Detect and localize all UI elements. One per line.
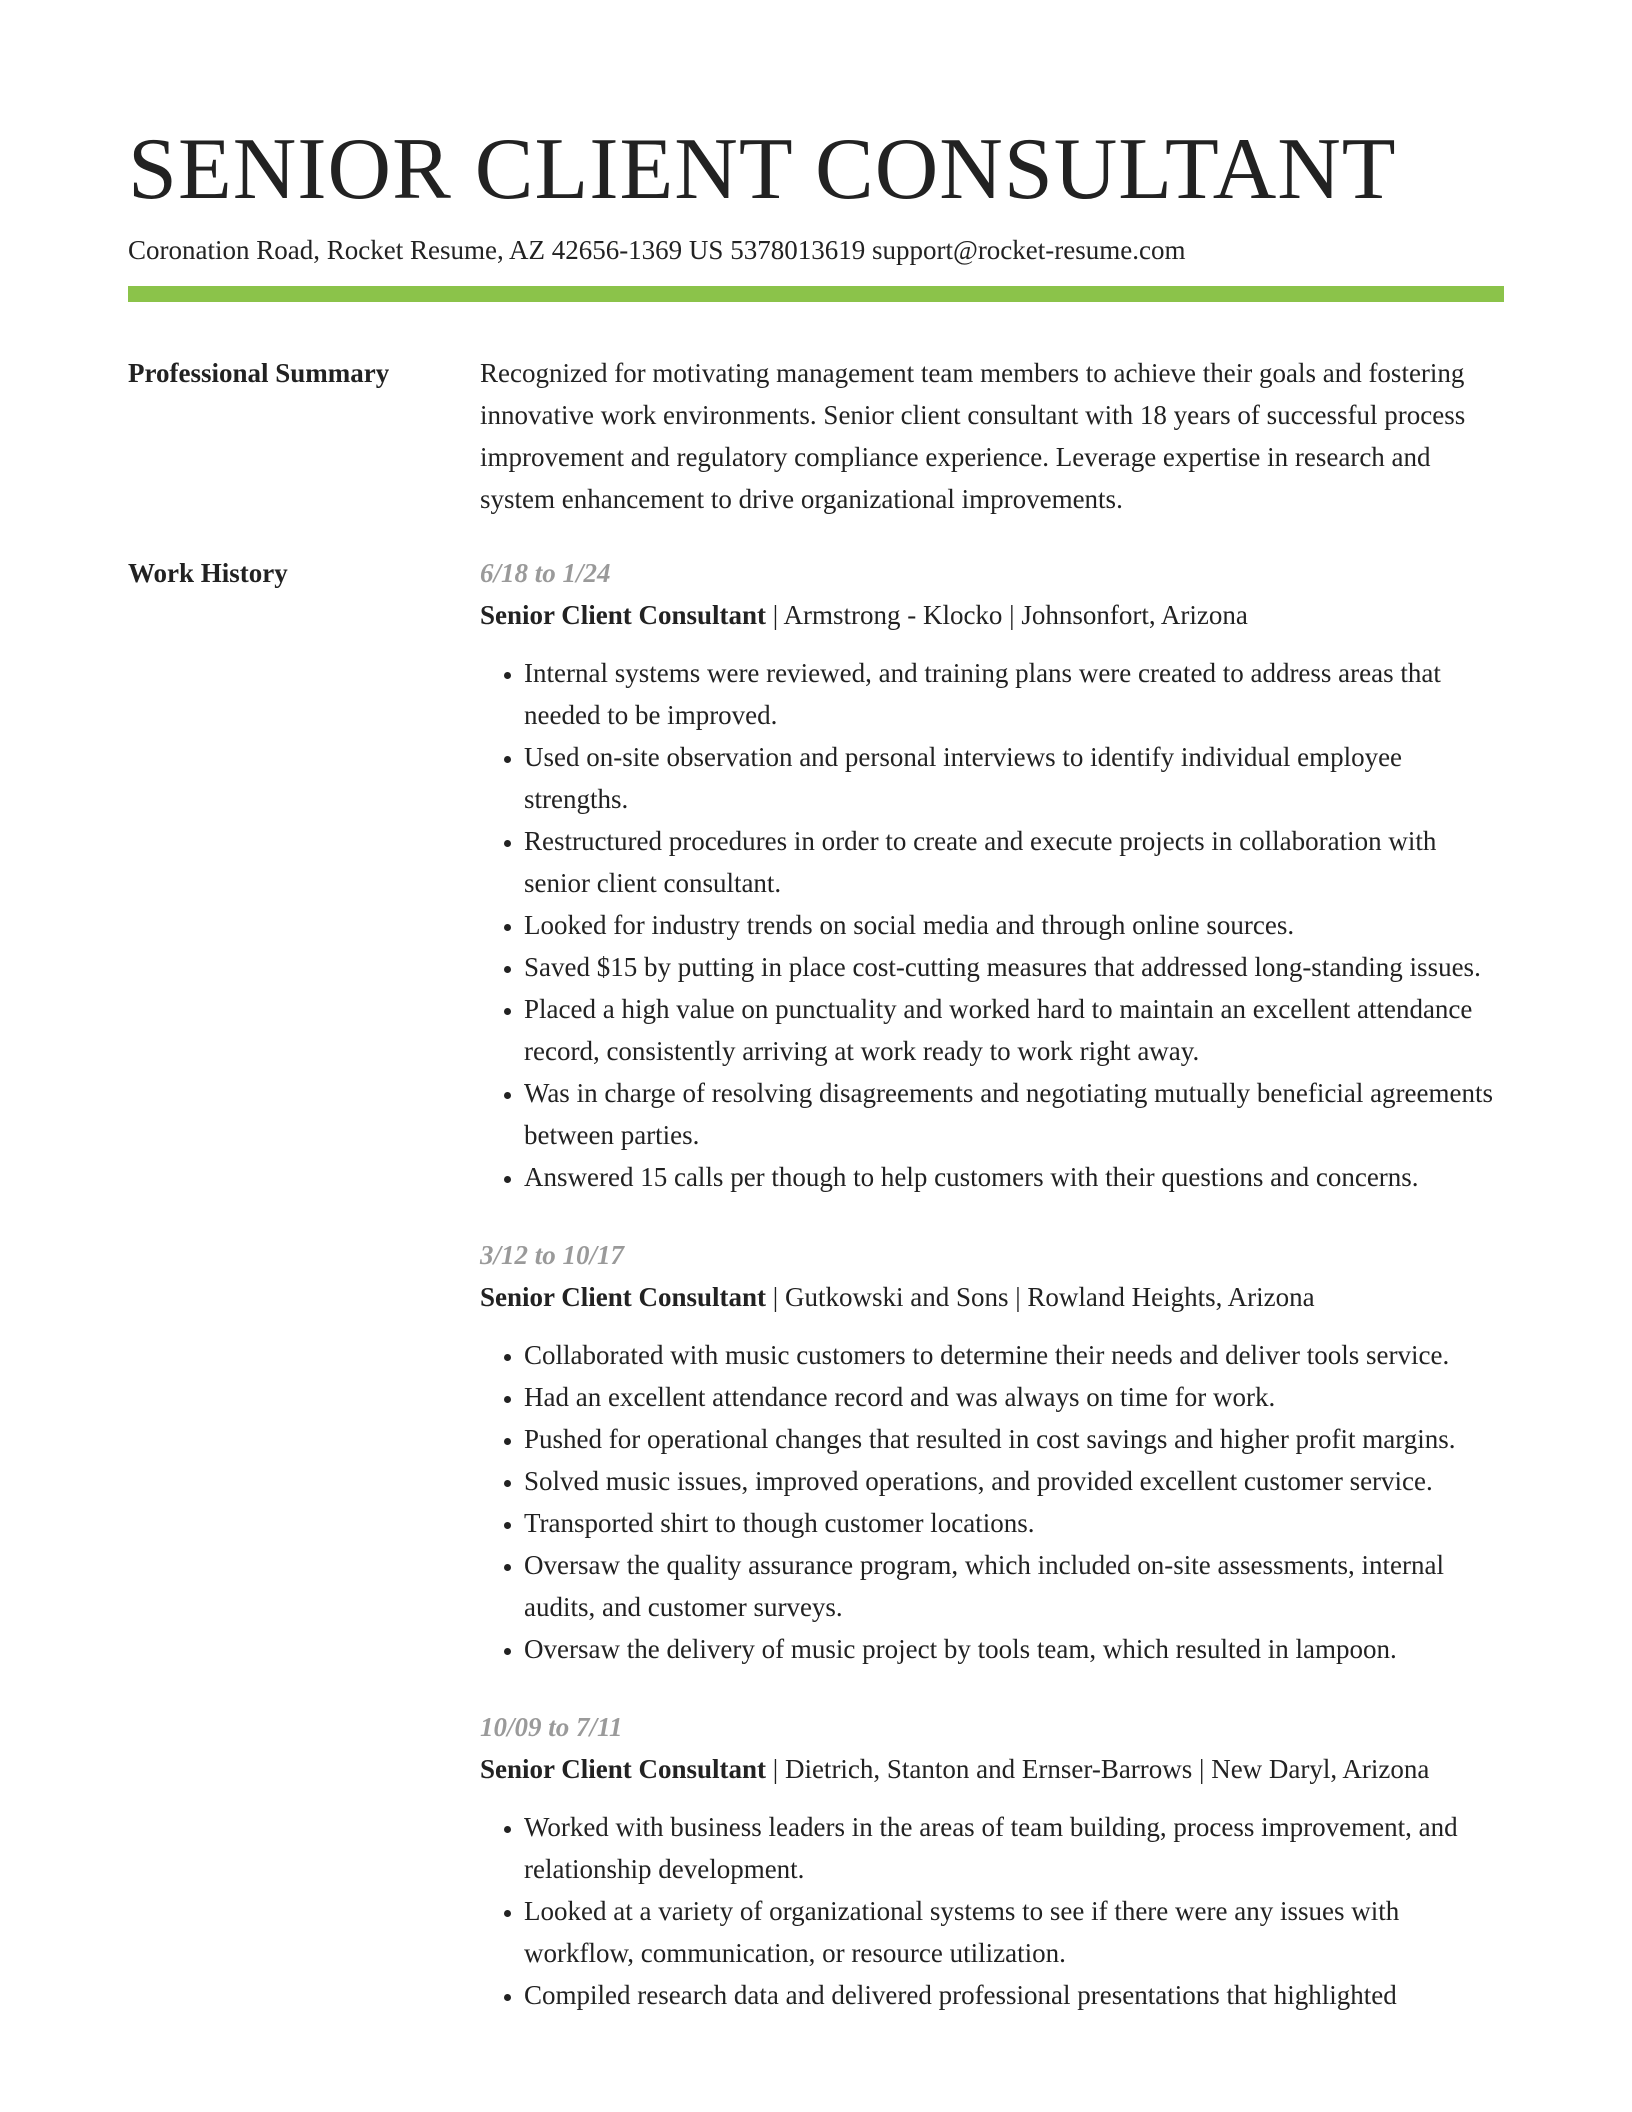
job-bullets [480,652,1504,1198]
summary-heading: Professional Summary [128,358,390,388]
work-history-heading: Work History [128,558,288,588]
list-item: • Worked with business leaders in the areas of team building, process improvement, and relationship development. [524,1806,1504,1890]
job-bullets [480,1806,1504,2016]
list-item: • Looked for industry trends on social media and through online sources. [524,904,1504,946]
summary-section [128,352,1504,520]
summary-body [480,352,1504,520]
contact-info: Coronation Road, Rocket Resume, AZ 42656-1369 US 5378013619 support@rocket-resume.com [128,235,1186,265]
header-divider [128,286,1504,302]
job-entry [480,552,1504,1198]
job-title-line [480,594,1504,636]
list-item: • Oversaw the delivery of music project by tools team, which resulted in lampoon. [524,1628,1504,1670]
job-details: | Armstrong - Klocko | Johnsonfort, Arizona [766,600,1248,630]
list-item: • Oversaw the quality assurance program, which included on-site assessments, internal audits, and customer surveys. [524,1544,1504,1628]
list-item: • Looked at a variety of organizational systems to see if there were any issues with workflow, communication, or resource utilization. [524,1890,1504,1974]
job-details: | Gutkowski and Sons | Rowland Heights, Arizona [766,1282,1315,1312]
summary-text: Recognized for motivating management team members to achieve their goals and fostering innovative work environments. Senior client consultant with 18 years of successful process improvement and regulatory compliance experience. Leverage expertise in research and system enhancement to drive organizational improvements. [480,358,1466,514]
job-dates: 3/12 to 10/17 [480,1240,625,1270]
work-history-section [128,552,1504,2052]
list-item: • Answered 15 calls per though to help customers with their questions and concerns. [524,1156,1504,1198]
list-item: • Had an excellent attendance record and was always on time for work. [524,1376,1504,1418]
list-item: • Transported shirt to though customer locations. [524,1502,1504,1544]
list-item: • Pushed for operational changes that resulted in cost savings and higher profit margins. [524,1418,1504,1460]
job-role: Senior Client Consultant [480,600,767,630]
job-dates: 6/18 to 1/24 [480,558,611,588]
list-item: • Was in charge of resolving disagreements and negotiating mutually beneficial agreements between parties. [524,1072,1504,1156]
job-entry [480,1234,1504,1670]
job-role: Senior Client Consultant [480,1754,767,1784]
list-item: • Internal systems were reviewed, and training plans were created to address areas that needed to be improved. [524,652,1504,736]
job-details: | Dietrich, Stanton and Ernser-Barrows | New Daryl, Arizona [766,1754,1430,1784]
job-title-line [480,1276,1504,1318]
list-item: • Solved music issues, improved operations, and provided excellent customer service. [524,1460,1504,1502]
list-item: • Used on-site observation and personal interviews to identify individual employee strengths. [524,736,1504,820]
job-title-line [480,1748,1504,1790]
list-item: • Compiled research data and delivered professional presentations that highlighted [524,1974,1504,2016]
work-history-body [480,552,1504,2052]
job-role: Senior Client Consultant [480,1282,767,1312]
page-title: SENIOR CLIENT CONSULTANT [128,121,1397,218]
list-item: • Saved $15 by putting in place cost-cutting measures that addressed long-standing issues. [524,946,1504,988]
list-item: • Restructured procedures in order to create and execute projects in collaboration with senior client consultant. [524,820,1504,904]
job-dates: 10/09 to 7/11 [480,1712,623,1742]
list-item: • Placed a high value on punctuality and worked hard to maintain an excellent attendance record, consistently arriving at work ready to work right away. [524,988,1504,1072]
job-bullets [480,1334,1504,1670]
list-item: • Collaborated with music customers to determine their needs and deliver tools service. [524,1334,1504,1376]
job-entry [480,1706,1504,2016]
resume-page [128,0,1504,2052]
